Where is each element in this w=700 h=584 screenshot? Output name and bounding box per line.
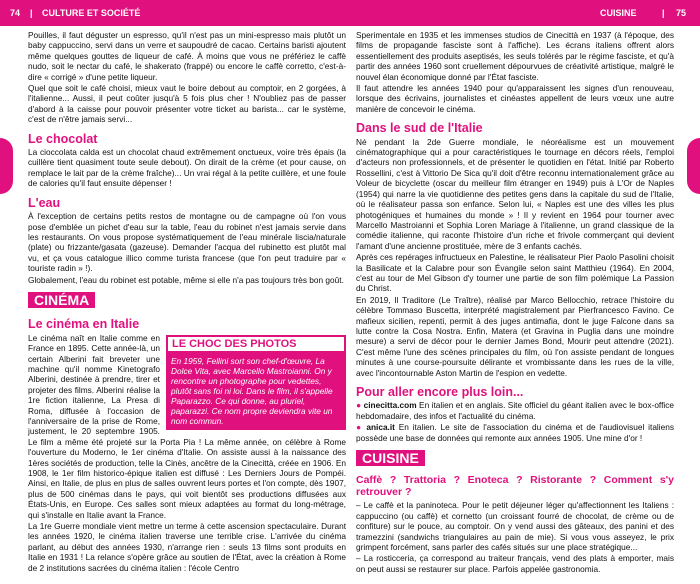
section-title-left: CULTURE ET SOCIÉTÉ	[42, 8, 141, 18]
paragraph: Il faut attendre les années 1940 pour qu'apparaissent les signes d'un renouveau, lorsque des écrivains, journalistes et cinéastes appellent de leurs vœux une autre manière de concevoir le cinéma.	[356, 83, 674, 114]
heading-chocolat: Le chocolat	[28, 131, 98, 146]
link-item: ● anica.it En italien. Le site de l'association du cinéma et de l'audiovisuel italiens possède une base de données qui remonte aux années 1905. Une mine d'or !	[356, 422, 674, 443]
callout-box	[166, 335, 346, 430]
bullet-icon: ●	[356, 400, 362, 411]
link-anica[interactable]: anica.it	[366, 422, 395, 433]
paragraph: Globalement, l'eau du robinet est potable, même si elle n'a pas toujours très bon goût.	[28, 274, 344, 285]
page-number-right: 75	[676, 8, 687, 18]
heading-cinema: Le cinéma en Italie	[28, 317, 140, 332]
paragraph: Sperimentale en 1935 et les immenses studios de Cinecittà en 1937 (à l'époque, des films de propagande fasciste sont à l'affiche). Les écrans italiens offrent alors essentiellement des produits aseptisés, les seuls tolérés par le régime fasciste, et qu'à partir des années 1960 sont cruellement dépourvues de créativité artistique, malgré le nouvel élan économique donné par l'État fasciste.	[356, 30, 674, 82]
callout-title: LE CHOC DES PHOTOS	[166, 335, 346, 353]
paragraph: À l'exception de certains petits restos de montagne ou de campagne où l'on vous pose d'emblée un pichet d'eau sur la table, l'eau du robinet n'est jamais servie dans les restaurants. On vous propose systématiquement de l'eau minérale liscia/naturale (plate) ou frizzante/gasata (gazeuse). Demander l'acqua del rubinetto est plutôt mal vu, et ça vous catalogue illico comme turista francese (que l'on peut traduire par « touriste radin » !).	[28, 211, 346, 274]
paragraph: Né pendant la 2de Guerre mondiale, le néoréalisme est un mouvement cinématographique qui a pour caractéristiques le tournage en décors réels, l'emploi d'acteurs non professionnels, et de présenter le quotidien en l'état. Initié par Roberto Rossellini, c'est à Vittorio De Sica qu'il doit d'être reconnu internationalement grâce au Voleur de bicyclette (oscar du meilleur film étranger en 1949) puis à L'Or de Naples (1954) qui narre la vie quotidienne des petites gens dans la capitale du sud de l'Italie, où le réalisateur passa son enfance. Selon lui, « Naples est une des villes les plus photogéniques et humaines du monde » ! Il y revient en 1964 pour tourner avec Marcello Mastroianni et Sophia Loren Mariage à l'italienne, un grand classique de la comédie italienne, qui raconte l'histoire d'un riche et frivole commerçant qui devient l'amant d'une ancienne prostituée, mère de 3 enfants cachés.	[356, 136, 674, 251]
bullet-icon: ●	[356, 422, 363, 433]
paragraph: La 1re Guerre mondiale vient mettre un terme à cette ascension spectaculaire. Durant les années 1920, le cinéma italien traverse une terrible crise. L'arrivée du cinéma parlant, au début des années 1930, n'arrange rien : seuls 13 films sont produits en Italie en 1931 ! La relance s'opère grâce au soutien de l'État, avec la création à Rome de 2 institutions sacrées du cinéma italien : l'école Centro	[28, 521, 346, 573]
heading-eau: L'eau	[28, 195, 61, 210]
page-number-left: 74	[10, 8, 21, 18]
thumb-tab-left	[0, 138, 13, 194]
paragraph: La cioccolata calda est un chocolat chaud extrêmement onctueux, voire très épais (la cuillère tient quasiment toute seule debout). On dirait de la crème (et pour cause, on remplace le lait par de la crème fraîche)... Un vrai régal à la petite cuillère, et une foule de calories qu'il faut ensuite dépenser !	[28, 147, 346, 189]
thumb-tab-right	[687, 138, 700, 194]
link-cinecitta[interactable]: cinecitta.com	[363, 400, 417, 411]
heading-sud: Dans le sud de l'Italie	[356, 121, 483, 136]
paragraph: Quel que soit le café choisi, mieux vaut le boire debout au comptoir, en 2 gorgées, à l'italienne... Aussi, il peut coûter jusqu'à 5 fois plus cher ! N'oubliez pas de passer d'abord à la caisse pour pouvoir présenter votre ticket au barista... car le système, c'est de n'être jamais servi...	[28, 83, 346, 125]
paragraph: – La rosticceria, ça correspond au traiteur français, vend des plats à emporter, mais on peut aussi se restaurer sur place. Parfois appelée gastronomia.	[356, 553, 674, 574]
paragraph: – Le caffè et la paninoteca. Pour le petit déjeuner léger qu'affectionnent les Italiens : cappuccino (ou caffè) et cornetto (un croissant fourré de chocolat, de crème ou de confiture) sur le pouce, au comptoir. On y vend aussi des gâteaux, des panini et des tramezzini (sandwichs triangulaires au pain de mie). Si vous vous asseyez, le prix grimpent forcément, sans parler des cafés situés sur une place stratégique...	[356, 500, 674, 553]
page-header	[0, 0, 700, 26]
header-divider-right: |	[662, 8, 665, 18]
paragraph: Pouilles, il faut déguster un espresso, qu'il n'est pas un mini-espresso mais plutôt un baby cappuccino, servi dans un verre et saupoudré de cacao. Certains baristi ajoutent même quelques gouttes de liqueur de café. À moins que vous ne préfériez le caffè nudo, soit le nectar du café, le shakerato (frappé) ou encore le caffè corretto, c'est-à-dire « corrigé » d'une petite liqueur.	[28, 30, 346, 82]
section-banner-cinema: CINÉMA	[28, 292, 95, 308]
link-item: ● cinecitta.com En italien et en anglais. Site officiel du géant italien avec le box-office hebdomadaire, des infos et l'actualité du cinéma.	[356, 400, 674, 421]
paragraph: En 2019, Il Traditore (Le Traître), réalisé par Marco Bellocchio, retrace l'histoire du célèbre Tommaso Buscetta, interprété magistralement par Pierfrancesco Favino. Ce mafieux sicilien, repenti, permit à des juges antimafia, dont le juge Falcone dans sa lutte contre la Cosa Nostra. Enfin, Matera (et Gravina in Puglia dans une moindre mesure) a servi de décor pour le dernier James Bond, Mourir peut attendre (2021). C'est même l'une des scènes principales du film, où l'on assiste pendant de longues minutes à une course-poursuite délirante et vrombissante dans les rues de la ville, avec l'incontournable Aston Martin de l'espion en vedette.	[356, 294, 674, 378]
left-column	[28, 30, 346, 574]
heading-caffe: Caffè ? Trattoria ? Enoteca ? Ristorante ? Comment s'y retrouver ?	[356, 474, 674, 499]
callout-body: En 1959, Fellini sort son chef-d'œuvre, La Dolce Vita, avec Marcello Mastroianni. On y rencontre un photographe pour vedettes, plutôt sans foi ni loi. Dans le film, il s'appelle Paparazzo. Ce qui donne, au pluriel, paparazzi. Ce nom propre deviendra vite un nom commun.	[171, 356, 333, 427]
header-divider-left: |	[30, 8, 33, 18]
section-banner-cuisine: CUISINE	[356, 450, 425, 466]
heading-plus-loin: Pour aller encore plus loin...	[356, 385, 524, 399]
paragraph: Le cinéma naît en Italie comme en France en 1895. Cette année-là, un certain Alberini fait breveter une machine qu'il nomme Kinetografo Alberini, destinée à prendre, tirer et projeter des films. Alberini réalise la 1re fiction italienne, La Presa di Roma, diffusée à l'occasion de l'anniversaire de la prise de Rome, justement, le 20 septembre 1905. Le film a même été projeté sur la Porta Pia ! La même année, on célèbre à Rome l'ouverture du Moderno, le 1er cinéma d'Italie. On assiste aussi à la naissance des 1ères sociétés de production, telle la Cinès, ancêtre de la Cinecittà, créée en 1906. En 1908, le 1er film historico-épique italien est diffusé : Les Derniers Jours de Pompéi. Ainsi, en Italie, de plus en plus de salles ouvrent leurs portes et l'on compte, dès 1907, plus de 500 cinémas dans le pays, qui voit bientôt ses productions diffusées aux États-Unis, en Europe. Ces salles sont mieux adaptées au format du long-métrage, qui s'installe en Italie avant la France.	[28, 332, 346, 520]
section-title-right: CUISINE	[600, 8, 637, 18]
right-column	[356, 30, 674, 575]
paragraph: Après ces repérages infructueux en Palestine, le réalisateur Pier Paolo Pasolini choisit la Basilicate et la Calabre pour son Évangile selon saint Matthieu (1964). En 2004, c'est au tour de Mel Gibson d'y tourner une partie de son film polémique La Passion du Christ.	[356, 252, 674, 294]
